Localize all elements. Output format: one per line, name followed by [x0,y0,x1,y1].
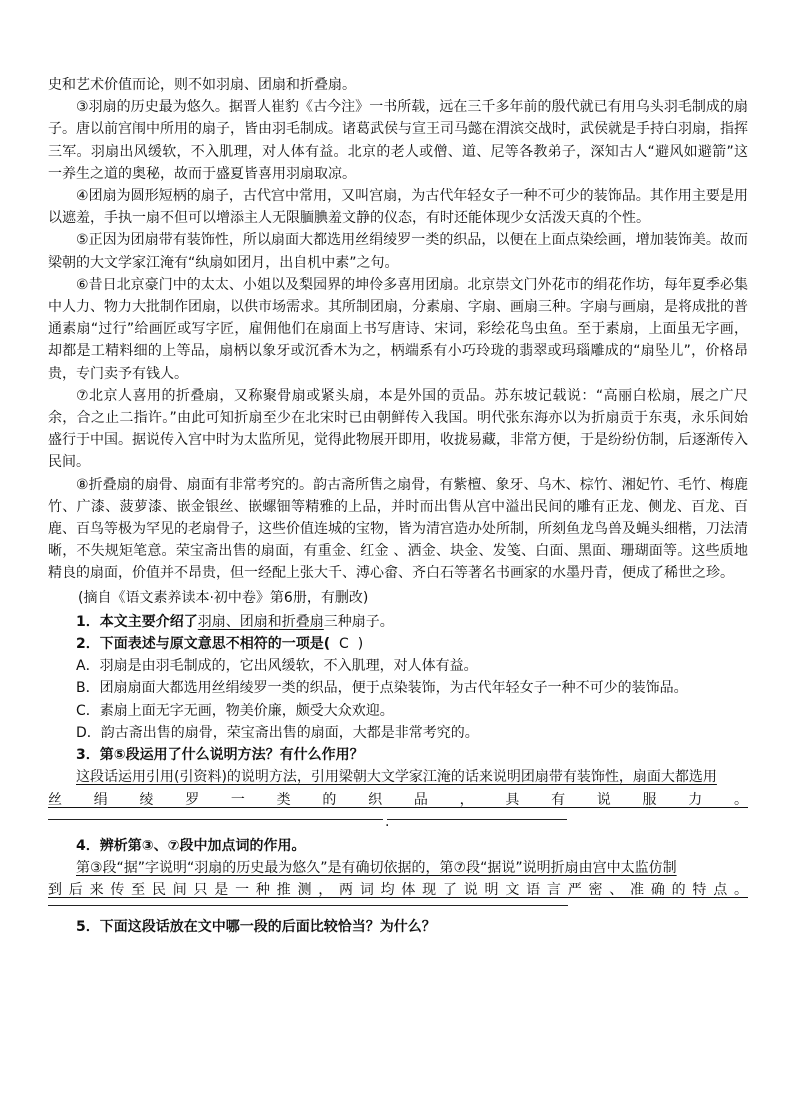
option-a: A．羽扇是由羽毛制成的，它出风缓软，不入肌理，对人体有益。 [76,658,478,675]
question-1-answer: 羽扇、团扇和折叠扇 [197,613,324,630]
paragraph-4: ④团扇为圆形短柄的扇子，古代宫中常用，又叫宫扇，为古代年轻女子一种不可少的装饰品。其作用主要是用以遮羞，手执一扇不但可以增添主人无限腼腆羞文静的仪态，有时还能体现少女活泼天真的个性。 [48,188,748,227]
question-1-prefix: 1．本文主要介绍了 [76,613,198,630]
question-3-answer-line-1: 这段话运用引用(引资料)的说明方法，引用梁朝大文学家江淹的话来说明团扇带有装饰性，扇面大都选用 [76,769,717,786]
question-4: 4．辨析第③、⑦段中加点词的作用。 [76,837,306,854]
question-2-answer: C [339,636,349,653]
question-3-answer-line-2: 丝绢绫罗一类的织品，具有说服力。 [48,791,748,808]
question-2 [48,633,748,655]
option-d: D．韵古斋出售的扇骨，荣宝斋出售的扇面，大都是非常考究的。 [76,724,479,741]
answer-blank-line: . [48,811,748,825]
question-5: 5．下面这段话放在文中哪一段的后面比较恰当？为什么？ [76,919,436,936]
question-3: 3．第⑤段运用了什么说明方法？有什么作用？ [76,747,364,764]
paragraph-3: ③羽扇的历史最为悠久。据晋人崔豹《古今注》一书所载，远在三千多年前的殷代就已有用乌头羽毛制成的扇子。唐以前宫闱中所用的扇子，皆由羽毛制成。诸葛武侯与宣王司马懿在渭滨交战时，武侯就是手持白羽扇，指挥三军。羽扇出风缓软，不入肌理，对人体有益。北京的老人或僧、道、尼等各教弟子，深知古人“避风如避箭”这一养生之道的奥秘，故而于盛夏皆喜用羽扇取凉。 [48,99,748,182]
paragraph-0: 史和艺术价值而论，则不如羽扇、团扇和折叠扇。 [48,77,356,93]
question-1 [48,611,748,633]
paragraph-5: ⑤正因为团扇带有装饰性，所以扇面大都选用丝绢绫罗一类的织品，以便在上面点染绘画，增加装饰美。故而梁朝的大文学家江淹有“纨扇如团月，出自机中素”之句。 [48,232,748,271]
paragraph-8: ⑧折叠扇的扇骨、扇面有非常考究的。韵古斋所售之扇骨，有紫檀、象牙、乌木、棕竹、湘妃竹、毛竹、梅鹿竹、广漆、菠萝漆、嵌金银丝、嵌螺钿等精雅的上品，并时而出售从宫中溢出民间的雕有正龙、侧龙、百龙、百鹿、百鸟等极为罕见的老扇骨子，这些价值连城的宝物，皆为清宫造办处所制，所刻鱼龙鸟兽及蝇头细楷，刀法清晰，不失规矩笔意。荣宝斋出售的扇面，有重金、红金 、洒金、块金、发笺、白面、黑面、珊瑚面等。这些质地精良的扇面，价值并不昂贵，但一经配上张大千、溥心畲、齐白石等著名书画家的水墨丹青，便成了稀世之珍。 [48,476,748,582]
document-page [48,74,748,939]
paragraph-7: ⑦北京人喜用的折叠扇，又称聚骨扇或紧头扇，本是外国的贡品。苏东坡记载说：“高丽白松扇，展之广尺余，合之止二指许。”由此可知折扇至少在北宋时已由朝鲜传入我国。明代张东海亦以为折扇贡于东夷，永乐间始盛行于中国。据说传入宫中时为太监所见，觉得此物展开即用，收拢易藏，非常方便，于是纷纷仿制，后逐渐传入民间。 [48,387,748,471]
paragraph-6: ⑥昔日北京豪门中的太太、小姐以及梨园界的坤伶多喜用团扇。北京崇文门外花市的绢花作坊，每年夏季必集中人力、物力大批制作团扇，以供市场需求。其所制团扇，分素扇、字扇、画扇三种。字扇与画扇，是将成批的普通素扇“过行”给画匠或写字匠，雇佣他们在扇面上书写唐诗、宋词，彩绘花鸟虫鱼。至于素扇，上面虽无字画，却都是工精料细的上等品，扇柄以象牙或沉香木为之，柄端系有小巧玲珑的翡翠或玛瑙雕成的“扇坠儿”，价格昂贵，专门卖予有钱人。 [48,276,748,382]
question-2-suffix: ) [357,636,364,653]
question-4-answer-line-1: 第③段“据”字说明“羽扇的历史最为悠久”是有确切依据的，第⑦段“据说”说明折扇由宫中太监仿制 [76,859,677,876]
source-citation: (摘自《语文素养读本·初中卷》第6册，有删改) [78,589,369,606]
option-b: B．团扇扇面大都选用丝绢绫罗一类的织品，便于点染装饰，为古代年轻女子一种不可少的装饰品。 [76,680,688,697]
option-c: C．素扇上面无字无画，物美价廉，颇受大众欢迎。 [76,702,394,719]
question-4-answer-line-2: 到后来传至民间只是一种推测，两词均体现了说明文语言严密、准确的特点。 [48,882,748,899]
question-1-suffix: 三种扇子。 [323,613,394,630]
question-2-prefix: 2．下面表述与原文意思不相符的一项是( [76,636,331,653]
